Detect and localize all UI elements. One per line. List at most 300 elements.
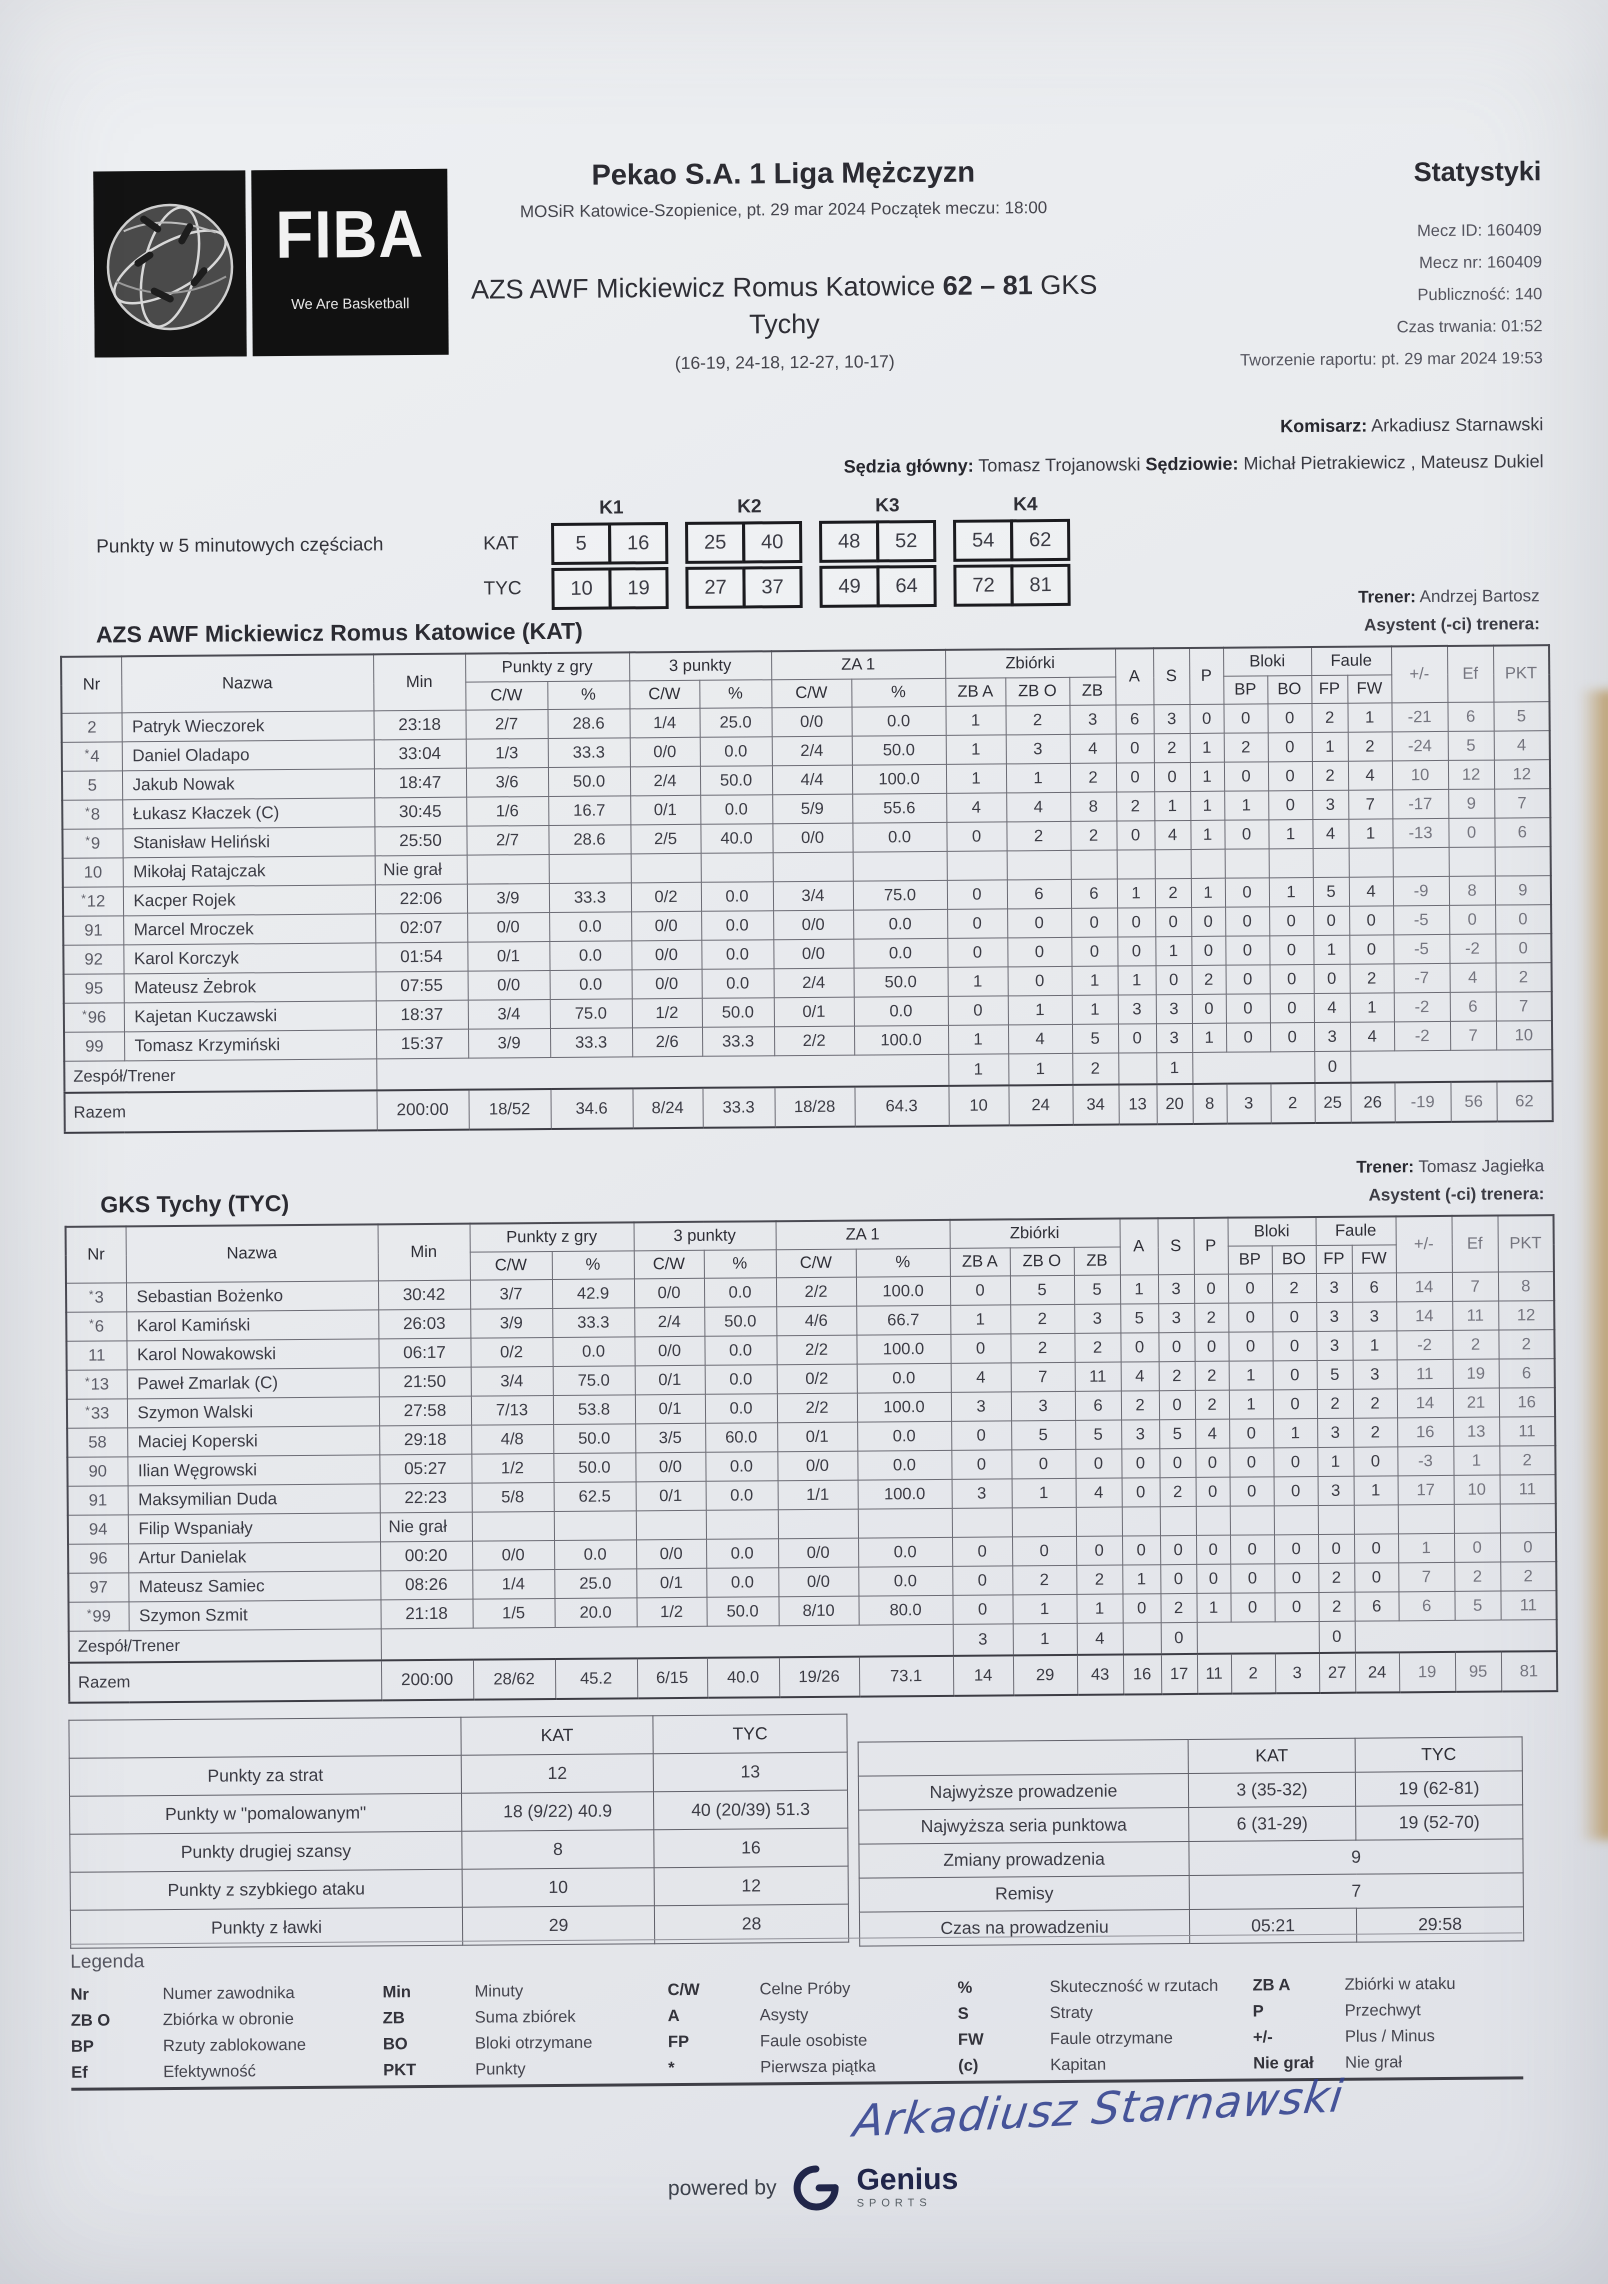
commissioner-name: Arkadiusz Starnawski: [1371, 414, 1544, 436]
stat-cell: 2: [1350, 964, 1394, 993]
stat-cell: 0.0: [853, 909, 947, 939]
legend-desc: Zbiórki w ataku: [1344, 1974, 1456, 1994]
stat-cell: 5: [1011, 1420, 1075, 1450]
stat-cell: 2/4: [634, 1307, 704, 1337]
stat-cell: 3: [1006, 734, 1070, 764]
stat-cell: 5: [1072, 1024, 1118, 1053]
legend-abbr: ZB: [382, 2009, 405, 2028]
stat-cell: 2: [1224, 733, 1268, 762]
player-name: Daniel Oladapo: [122, 740, 374, 771]
stat-cell: 0: [1228, 1303, 1272, 1332]
coach-name: Andrzej Bartosz: [1419, 586, 1540, 607]
stat-cell: 2/7: [465, 710, 547, 740]
stat-cell: 0/0: [773, 939, 853, 969]
stat-cell: 28.6: [547, 709, 629, 739]
stat-cell: 0/2: [777, 1364, 857, 1394]
team-table-tyc-wrap: [65, 1214, 1559, 1704]
stat-cell: 2: [1498, 1330, 1554, 1359]
stat-cell: [1454, 1504, 1500, 1533]
stat-cell: 0: [1194, 1332, 1228, 1361]
column-header: A: [1120, 1218, 1158, 1275]
quarter-score-cell: 19: [608, 567, 668, 609]
legend-item: [957, 1973, 1252, 2001]
stat-cell: 2: [1072, 1053, 1118, 1085]
stat-cell: 1: [948, 1054, 1008, 1086]
stat-cell: 28.6: [548, 825, 630, 855]
team-stats-table-kat: [60, 644, 1554, 1134]
kat-value: 3 (35-32): [1188, 1772, 1355, 1807]
legend-item: [1253, 2023, 1456, 2051]
stat-cell: 2: [1312, 761, 1348, 790]
stat-cell: 0: [1272, 1331, 1316, 1360]
column-header: Ef: [1447, 646, 1493, 703]
stat-cell: 0: [1007, 908, 1071, 938]
comparison-row: [859, 1805, 1523, 1844]
stat-cell: 25.0: [700, 708, 772, 738]
stat-cell: 3/7: [470, 1279, 552, 1309]
stat-cell: 0.0: [700, 737, 772, 767]
row-label: Najwyższe prowadzenie: [858, 1774, 1188, 1811]
minutes-cell: 00:20: [380, 1541, 472, 1571]
stat-cell: 0: [1314, 1051, 1350, 1083]
player-number: 94: [68, 1515, 128, 1544]
legend-abbr: BO: [382, 2035, 408, 2054]
kat-value: 6 (31-29): [1189, 1806, 1356, 1841]
column-header: Faule: [1316, 1216, 1396, 1245]
stat-cell: 0: [1225, 907, 1269, 936]
starter-star: *: [89, 1316, 94, 1331]
stat-cell: 0: [1270, 993, 1314, 1022]
column-header: 3 punkty: [629, 651, 771, 681]
stat-cell: 3: [1312, 790, 1348, 819]
player-number: 2: [62, 713, 122, 742]
quarter-score-pair: [685, 566, 802, 609]
player-name: Karol Nowakowski: [126, 1339, 378, 1370]
stat-cell: 3: [1121, 1420, 1159, 1449]
stat-cell: 0: [1230, 1535, 1274, 1564]
legend-abbr: P: [1252, 2002, 1264, 2021]
stat-cell: 0.0: [705, 1452, 777, 1482]
quarter-score-cell: 64: [876, 565, 936, 607]
legend-abbr: S: [957, 2004, 969, 2023]
minutes-cell: 23:18: [373, 710, 465, 740]
column-subheader: BO: [1267, 676, 1311, 704]
column-header: Zbiórki: [945, 649, 1115, 679]
stat-cell: [853, 851, 947, 881]
minutes-cell: 26:03: [378, 1309, 470, 1339]
stat-cell: [1449, 847, 1495, 876]
stat-cell: 0: [1228, 1274, 1272, 1303]
stat-cell: 33.3: [549, 883, 631, 913]
kat-value: 29: [462, 1906, 654, 1946]
stat-cell: 1: [948, 1025, 1008, 1054]
stat-cell: 5: [1455, 1591, 1501, 1620]
stat-cell: 2: [1496, 963, 1552, 992]
stat-cell: 1: [1269, 877, 1313, 906]
player-number: *6: [66, 1312, 126, 1341]
stat-total-cell: 28/62: [473, 1659, 555, 1700]
stat-cell: 3/4: [471, 1366, 553, 1396]
stat-cell: 0.0: [701, 882, 773, 912]
stat-cell: 25.0: [554, 1569, 636, 1599]
stat-cell: 0: [1116, 734, 1154, 763]
column-subheader: ZB: [1069, 677, 1115, 705]
period-label: K1: [599, 497, 624, 519]
stat-total-cell: 25: [1315, 1083, 1351, 1123]
stat-cell: 1: [1117, 879, 1155, 908]
stat-cell: 1: [1072, 995, 1118, 1024]
stat-cell: 53.8: [553, 1395, 635, 1425]
quarter-score-cell: 5: [551, 523, 611, 565]
stat-cell: 0: [1268, 762, 1312, 791]
starter-star: *: [85, 833, 91, 848]
stat-cell: 6: [1494, 818, 1550, 847]
comparison-row: [859, 1873, 1523, 1912]
team-row-label: Zespół/Trener: [64, 1059, 376, 1093]
comparison-row: [69, 1752, 847, 1796]
stat-cell: 0: [1122, 1536, 1160, 1565]
stat-cell: 0: [1156, 965, 1192, 994]
stat-cell: 0/0: [636, 1539, 706, 1569]
stat-cell: [472, 1511, 554, 1541]
stat-cell: 4: [1154, 820, 1190, 849]
meta-line: Tworzenie raportu: pt. 29 mar 2024 19:53: [1240, 349, 1543, 370]
stat-cell: 0: [1231, 1593, 1275, 1622]
stat-cell: 0/0: [772, 707, 852, 737]
column-header: PKT: [1493, 645, 1549, 702]
stat-cell: 0.0: [549, 912, 631, 942]
column-header: Nr: [66, 1226, 126, 1283]
stat-cell: 4/8: [471, 1424, 553, 1454]
stat-cell: 2: [1499, 1446, 1555, 1475]
legend-item: [382, 1977, 667, 2005]
commissioner-line: [843, 414, 1543, 440]
stat-cell: 3: [1074, 1304, 1120, 1333]
player-name: Maksymilian Duda: [128, 1484, 380, 1515]
stat-cell: 0.0: [550, 970, 632, 1000]
stat-cell: 8: [1070, 792, 1116, 821]
stat-cell: 50.0: [553, 1453, 635, 1483]
stat-cell: 0.0: [549, 941, 631, 971]
player-number: 95: [64, 974, 124, 1003]
stat-cell: 0.0: [701, 940, 773, 970]
column-subheader: ZB A: [950, 1248, 1010, 1276]
stat-total-cell: 24: [1355, 1652, 1399, 1692]
stat-cell: 10: [1392, 760, 1448, 789]
column-header: Nazwa: [126, 1224, 378, 1282]
player-number: 10: [63, 858, 123, 887]
legend-desc: Straty: [1049, 2003, 1093, 2023]
stat-cell: 0: [1075, 1449, 1121, 1478]
stat-cell: 9: [1495, 876, 1551, 905]
stat-cell: 0: [1117, 908, 1155, 937]
player-name: Paweł Zmarlak (C): [127, 1368, 379, 1399]
stat-cell: 50.0: [548, 767, 630, 797]
legend-abbr: *: [668, 2059, 675, 2078]
stat-cell: 0: [947, 880, 1007, 909]
player-number: *96: [64, 1003, 124, 1032]
stat-cell: 50.0: [854, 967, 948, 997]
stat-cell: 6: [1007, 879, 1071, 909]
column-subheader: ZB: [1074, 1247, 1120, 1275]
points-comparison-table: [68, 1714, 848, 1949]
stat-total-cell: 3: [1226, 1083, 1270, 1123]
assistant-line-tyc: Asystent (-ci) trenera:: [1368, 1184, 1545, 1205]
player-name: Patryk Wieczorek: [122, 711, 374, 742]
stat-total-cell: 34: [1072, 1085, 1118, 1125]
stat-cell: [1230, 1506, 1274, 1535]
legend-column: [382, 1977, 668, 2083]
final-score: 62 – 81: [942, 270, 1033, 301]
column-subheader: %: [851, 678, 945, 707]
stat-cell: 0: [1274, 1476, 1318, 1505]
quarters-panel: [96, 493, 1247, 614]
stat-cell: 3: [1011, 1391, 1075, 1421]
coach-label: Trener:: [1358, 587, 1416, 607]
stat-total-cell: 6/15: [637, 1658, 707, 1699]
stat-cell: 1: [1273, 1418, 1317, 1447]
stat-total-cell: 27: [1319, 1653, 1355, 1693]
row-label: Punkty w "pomalowanym": [70, 1793, 462, 1834]
stat-cell: 0: [1071, 937, 1117, 966]
player-number: 58: [67, 1428, 127, 1457]
stat-cell: 2: [1154, 733, 1190, 762]
stat-cell: 1: [1008, 995, 1072, 1025]
stat-cell: 0: [1122, 1478, 1160, 1507]
stat-cell: 0: [1224, 704, 1268, 733]
stat-cell: 0: [1191, 936, 1225, 965]
stat-cell: 2: [1070, 821, 1116, 850]
stat-cell: 19: [1453, 1359, 1499, 1388]
legend-desc: Przechwyt: [1344, 2001, 1421, 2020]
column-header: S: [1158, 1218, 1194, 1275]
stat-cell: 5: [1317, 1360, 1353, 1389]
column-header: KAT: [461, 1716, 653, 1756]
quarter-score-pair: [685, 521, 802, 564]
legend-abbr: ZB O: [70, 2011, 111, 2030]
player-number: *3: [66, 1283, 126, 1312]
venue-line: MOSiR Katowice-Szopienice, pt. 29 mar 2024 Początek meczu: 18:00: [519, 198, 1048, 222]
stat-cell: 1/4: [472, 1569, 554, 1599]
player-number: *9: [62, 829, 122, 858]
stat-cell: 14: [1396, 1301, 1452, 1330]
stat-cell: [1318, 1505, 1354, 1534]
legend-item: [383, 2029, 668, 2057]
stat-cell: 7: [1398, 1562, 1454, 1591]
quarter-score-pair: [953, 519, 1070, 562]
coach-name: Tomasz Jagiełka: [1418, 1156, 1545, 1177]
legend-item: [1253, 2049, 1456, 2077]
legend-item: [958, 2025, 1253, 2053]
stat-cell: 0: [1011, 1449, 1075, 1479]
stat-cell: [1354, 1505, 1398, 1534]
stat-cell: [636, 1510, 706, 1540]
stat-cell: 3: [1316, 1331, 1352, 1360]
stat-cell: 10: [1496, 1021, 1552, 1050]
stat-cell: 0.0: [704, 1278, 776, 1308]
stat-cell: 5: [1074, 1275, 1120, 1304]
column-header: A: [1115, 648, 1153, 705]
stat-cell: 11: [1501, 1591, 1557, 1620]
stat-cell: -17: [1392, 789, 1448, 818]
stat-cell: 1: [1348, 819, 1392, 848]
column-header: 3 punkty: [634, 1221, 776, 1251]
stat-cell: 7: [1348, 790, 1392, 819]
stat-cell: 1: [1197, 1593, 1231, 1622]
stat-cell: 50.0: [706, 1597, 778, 1627]
legend-abbr: Nr: [70, 1985, 89, 2004]
legend-desc: Suma zbiórek: [474, 2007, 576, 2027]
merged-blank: [1192, 1051, 1314, 1083]
stat-total-cell: 2: [1270, 1083, 1314, 1123]
column-subheader: ZB O: [1005, 677, 1069, 706]
comparison-row: [70, 1828, 848, 1872]
stat-cell: [467, 855, 549, 885]
stat-cell: 5: [1010, 1275, 1074, 1305]
stat-total-cell: 34.6: [550, 1088, 632, 1129]
player-number: *12: [63, 887, 123, 916]
stat-cell: [1118, 1053, 1156, 1085]
tyc-value: 40 (20/39) 51.3: [653, 1790, 847, 1830]
stat-cell: -7: [1394, 963, 1450, 992]
stat-cell: 1: [1156, 1052, 1192, 1084]
stat-cell: [1196, 1506, 1230, 1535]
period-labels: [551, 493, 1246, 520]
stat-cell: 0: [1270, 1022, 1314, 1051]
leads-comparison-table: [858, 1736, 1524, 1946]
minutes-cell: 06:17: [378, 1338, 470, 1368]
player-number: 96: [68, 1544, 128, 1573]
stat-cell: 0: [1161, 1622, 1197, 1654]
stat-cell: [1012, 1507, 1076, 1537]
stat-cell: 0: [1273, 1447, 1317, 1476]
stat-cell: 11: [1397, 1359, 1453, 1388]
column-header: Faule: [1311, 646, 1391, 675]
stat-cell: 2: [1121, 1391, 1159, 1420]
stat-cell: 0: [946, 822, 1006, 851]
column-subheader: %: [699, 680, 771, 709]
header-titles: [413, 155, 1153, 223]
stat-cell: 16.7: [548, 796, 630, 826]
player-name: Artur Danielak: [128, 1542, 380, 1573]
legend-abbr: Nie grał: [1253, 2054, 1314, 2073]
stat-cell: 5: [1075, 1420, 1121, 1449]
footer-brand: [9, 2158, 1608, 2219]
stat-cell: 0: [1230, 1564, 1274, 1593]
stat-cell: 33.3: [548, 738, 630, 768]
quarters-row: [96, 563, 1246, 614]
stat-cell: 17: [1398, 1475, 1454, 1504]
stat-cell: 100.0: [856, 1334, 950, 1364]
meta-line: Publiczność: 140: [1417, 285, 1543, 305]
stat-cell: 4: [1494, 731, 1550, 760]
starter-star: *: [84, 1374, 90, 1389]
stat-total-cell: 8: [1192, 1084, 1226, 1124]
stat-cell: [1225, 849, 1269, 878]
meta-line: Mecz ID: 160409: [1416, 221, 1542, 241]
legend-column: [957, 1973, 1253, 2079]
stat-cell: [1122, 1507, 1160, 1536]
stat-cell: 0: [1229, 1448, 1273, 1477]
stat-cell: 0: [1230, 1477, 1274, 1506]
stat-cell: 100.0: [857, 1392, 951, 1422]
stat-cell: [858, 1508, 952, 1538]
stat-cell: 66.7: [856, 1305, 950, 1335]
quarter-score-cell: 37: [742, 566, 802, 608]
stat-cell: 13: [1453, 1417, 1499, 1446]
player-name: Marcel Mroczek: [123, 914, 375, 945]
stat-cell: 2: [1317, 1389, 1353, 1418]
stat-cell: 0.0: [852, 822, 946, 852]
legend-desc: Skuteczność w rzutach: [1049, 1976, 1219, 1997]
column-header: ZA 1: [776, 1220, 950, 1250]
stat-cell: 3: [1318, 1476, 1354, 1505]
player-name: Mateusz Żebrok: [124, 972, 376, 1003]
stat-cell: -3: [1397, 1446, 1453, 1475]
stat-cell: 7: [1496, 992, 1552, 1021]
umpires-names: Michał Pietrakiewicz , Mateusz Dukiel: [1243, 451, 1544, 474]
stat-cell: 1/2: [632, 998, 702, 1028]
stat-cell: 1: [1190, 791, 1224, 820]
stat-cell: 0/2: [631, 882, 701, 912]
quarter-score-cell: 52: [876, 520, 936, 562]
starter-star: *: [81, 891, 86, 906]
stat-cell: 0/0: [777, 1451, 857, 1481]
stat-cell: 12: [1448, 760, 1494, 789]
column-subheader: %: [704, 1250, 776, 1279]
stat-cell: 1/1: [778, 1480, 858, 1510]
stat-cell: 3: [951, 1392, 1011, 1421]
stat-cell: 50.0: [702, 998, 774, 1028]
stat-cell: 0/0: [634, 1278, 704, 1308]
stat-cell: 33.3: [552, 1308, 634, 1338]
player-number: *8: [62, 800, 122, 829]
column-header: +/-: [1391, 646, 1447, 703]
assistant-line-kat: Asystent (-ci) trenera:: [1364, 614, 1540, 635]
team-code: TYC: [483, 578, 522, 600]
legend-item: [1252, 1971, 1455, 1999]
stat-cell: 1: [1190, 762, 1224, 791]
stat-cell: 2: [1155, 878, 1191, 907]
stat-cell: 0: [1190, 704, 1224, 733]
stat-cell: [706, 1510, 778, 1540]
starter-star: *: [82, 1007, 87, 1022]
stat-cell: 0: [1229, 1419, 1273, 1448]
player-name: Szymon Walski: [127, 1397, 379, 1428]
column-header: KAT: [1188, 1738, 1355, 1773]
player-name: Karol Korczyk: [123, 943, 375, 974]
stat-cell: 2: [1195, 1390, 1229, 1419]
stat-cell: 0: [1270, 964, 1314, 993]
player-name: Mateusz Samiec: [128, 1571, 380, 1602]
stat-cell: 3/9: [470, 1308, 552, 1338]
stat-cell: 4: [1006, 792, 1070, 822]
stat-cell: 3: [952, 1479, 1012, 1508]
quarter-scores-note: (16-19, 24-18, 12-27, 10-17): [674, 351, 895, 373]
legend-desc: Faule otrzymane: [1049, 2029, 1173, 2049]
column-header: P: [1189, 648, 1223, 705]
stat-cell: 1: [1012, 1478, 1076, 1508]
legend-desc: Kapitan: [1050, 2055, 1107, 2075]
stat-cell: [1349, 848, 1393, 877]
stat-total-cell: 62: [1497, 1081, 1553, 1121]
stat-total-cell: 8/24: [632, 1088, 702, 1129]
row-label: Zmiany prowadzenia: [859, 1842, 1189, 1879]
stat-cell: 0: [951, 1450, 1011, 1479]
genius-sports-icon: [792, 2164, 840, 2212]
stat-cell: 1: [1317, 1447, 1353, 1476]
stat-cell: 0: [1226, 965, 1270, 994]
